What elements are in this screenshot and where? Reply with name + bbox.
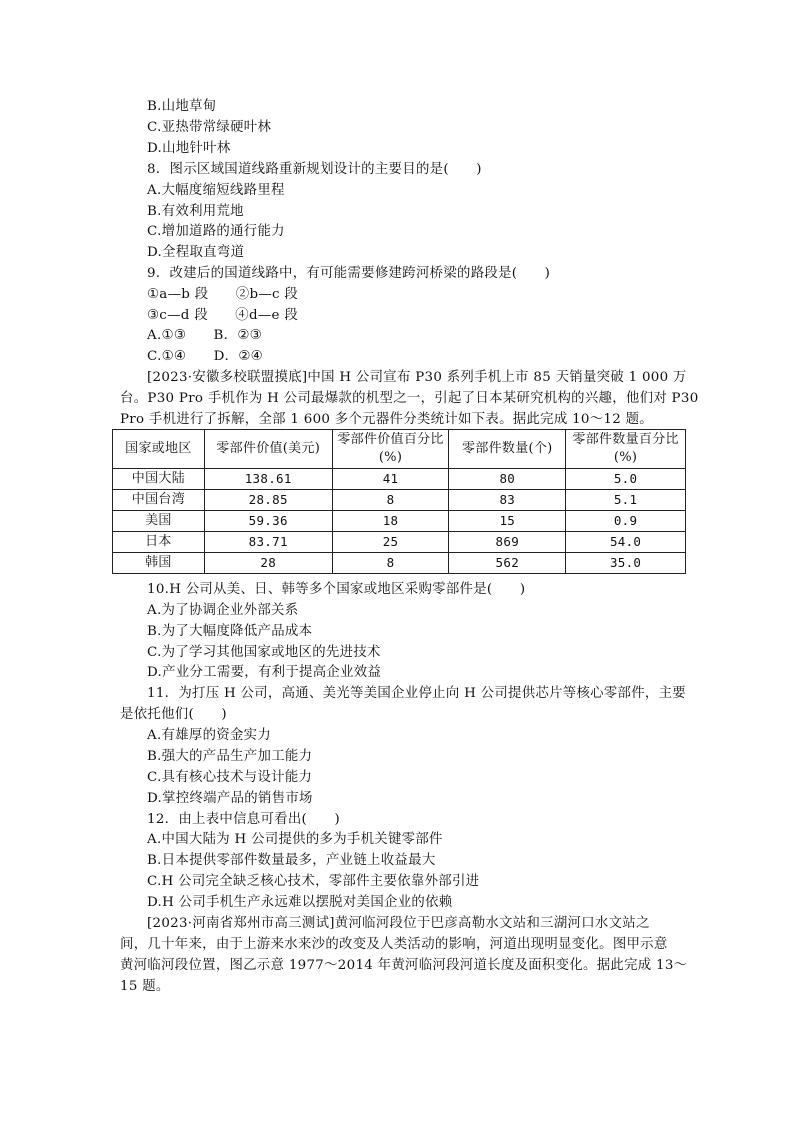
q9-options-1: A.①③ B．②③ (147, 328, 262, 343)
q12-option-c: C.H 公司完全缺乏核心技术，零部件主要依靠外部引进 (147, 874, 480, 889)
table-header-cell: 零部件数量(个) (449, 430, 566, 469)
passage1-line1: [2023·安徽多校联盟摸底]中国 H 公司宣布 P30 系列手机上市 85 天销量突破 1 000 万 (147, 370, 687, 385)
q11-option-d: D.掌控终端产品的销售市场 (147, 791, 313, 806)
passage2-line3: 黄河临河段位置，图乙示意 1977～2014 年黄河临河段河道长度及面积变化。据此完成 13～ (120, 958, 688, 973)
table-cell-region: 日本 (113, 532, 205, 553)
table-cell: 54.0 (566, 532, 686, 553)
q12-option-a: A.中国大陆为 H 公司提供的多为手机关键零部件 (147, 832, 443, 847)
q8-stem: 8．图示区域国道线路重新规划设计的主要目的是( ) (147, 162, 482, 177)
table-cell: 5.0 (566, 469, 686, 490)
table-cell-region: 美国 (113, 511, 205, 532)
table-cell: 83 (449, 490, 566, 511)
q7-option-c: C.亚热带常绿硬叶林 (147, 120, 272, 135)
q11-option-c: C.具有核心技术与设计能力 (147, 770, 313, 785)
parts-table (112, 429, 686, 574)
table-cell: 15 (449, 511, 566, 532)
q10-stem: 10.H 公司从美、日、韩等多个国家或地区采购零部件是( ) (147, 582, 526, 597)
table-cell: 35.0 (566, 553, 686, 574)
q11-stem-line1: 11．为打压 H 公司，高通、美光等美国企业停止向 H 公司提供芯片等核心零部件，主要 (147, 686, 686, 701)
table-cell: 28 (204, 553, 332, 574)
table-row (113, 469, 686, 490)
q10-option-a: A.为了协调企业外部关系 (147, 603, 299, 618)
table-cell: 562 (449, 553, 566, 574)
table-cell: 41 (332, 469, 449, 490)
q12-stem: 12．由上表中信息可看出( ) (147, 812, 340, 827)
q12-option-b: B.日本提供零部件数量最多，产业链上收益最大 (147, 853, 436, 868)
table-row (113, 532, 686, 553)
passage2-line4: 15 题。 (120, 979, 170, 994)
q7-option-b: B.山地草甸 (147, 99, 217, 114)
q11-option-a: A.有雄厚的资金实力 (147, 728, 272, 743)
table-cell-region: 中国台湾 (113, 490, 205, 511)
table-header-cell: 国家或地区 (113, 430, 205, 469)
table-row (113, 490, 686, 511)
q8-option-c: C.增加道路的通行能力 (147, 224, 285, 239)
table-header-row (113, 430, 686, 469)
table-cell: 18 (332, 511, 449, 532)
table-cell: 0.9 (566, 511, 686, 532)
table-header-cell: 零部件数量百分比(%) (566, 430, 686, 469)
table-cell: 8 (332, 490, 449, 511)
q12-option-d: D.H 公司手机生产永远难以摆脱对美国企业的依赖 (147, 895, 453, 910)
q10-option-d: D.产业分工需要，有利于提高企业效益 (147, 665, 382, 680)
passage1-line2: 台。P30 Pro 手机作为 H 公司最爆款的机型之一，引起了日本某研究机构的兴趣，他们对 P30 (120, 391, 699, 406)
q11-option-b: B.强大的产品生产加工能力 (147, 749, 313, 764)
q10-option-b: B.为了大幅度降低产品成本 (147, 624, 313, 639)
table-cell: 5.1 (566, 490, 686, 511)
q8-option-a: A.大幅度缩短线路里程 (147, 183, 285, 198)
q8-option-b: B.有效利用荒地 (147, 204, 244, 219)
table-cell: 8 (332, 553, 449, 574)
table-cell: 869 (449, 532, 566, 553)
table-cell: 28.85 (204, 490, 332, 511)
table-cell: 25 (332, 532, 449, 553)
passage2-line2: 间，几十年来，由于上游来水来沙的改变及人类活动的影响，河道出现明显变化。图甲示意 (120, 937, 668, 952)
table-header-cell: 零部件价值百分比(%) (332, 430, 449, 469)
q9-stem: 9．改建后的国道线路中，有可能需要修建跨河桥梁的路段是( ) (147, 266, 551, 281)
q9-segments-1: ①a—b 段 ②b—c 段 (147, 287, 299, 302)
q9-options-2: C.①④ D．②④ (147, 349, 263, 364)
table-header-cell: 零部件价值(美元) (204, 430, 332, 469)
table-cell: 138.61 (204, 469, 332, 490)
passage2-line1: [2023·河南省郑州市高三测试]黄河临河段位于巴彦高勒水文站和三湖河口水文站之 (147, 916, 650, 931)
q8-option-d: D.全程取直弯道 (147, 245, 245, 260)
q11-stem-line2: 是依托他们( ) (120, 707, 227, 722)
table-cell: 59.36 (204, 511, 332, 532)
table-cell-region: 韩国 (113, 553, 205, 574)
table-row (113, 511, 686, 532)
q7-option-d: D.山地针叶林 (147, 141, 231, 156)
table-cell: 83.71 (204, 532, 332, 553)
q9-segments-2: ③c—d 段 ④d—e 段 (147, 308, 299, 323)
table-cell: 80 (449, 469, 566, 490)
q10-option-c: C.为了学习其他国家或地区的先进技术 (147, 645, 381, 660)
table-row (113, 553, 686, 574)
passage1-line3: Pro 手机进行了拆解，全部 1 600 多个元器件分类统计如下表。据此完成 10～12 题。 (120, 412, 653, 427)
table-cell-region: 中国大陆 (113, 469, 205, 490)
